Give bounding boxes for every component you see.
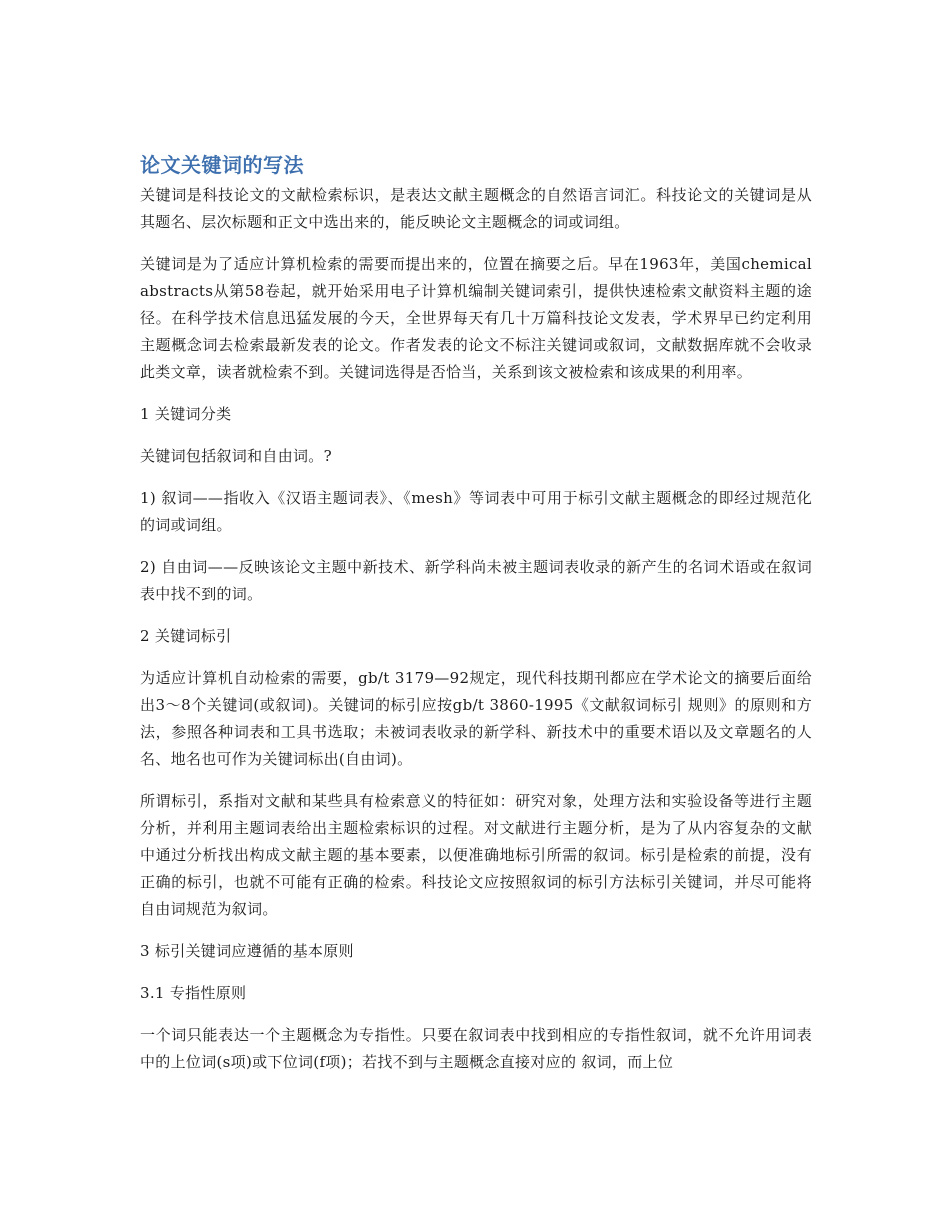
paragraph-free-word: 2) 自由词——反映该论文主题中新技术、新学科尚未被主题词表收录的新产生的名词术语或在叙词表中找不到的词。 [140,558,812,603]
section-heading-classification: 1 关键词分类 [140,405,232,423]
document-page [140,148,812,1091]
paragraph-specificity: 一个词只能表达一个主题概念为专指性。只要在叙词表中找到相应的专指性叙词，就不允许用词表中的上位词(s项)或下位词(f项)；若找不到与主题概念直接对应的 叙词，而上位 [140,1026,812,1071]
subsection-heading-specificity: 3.1 专指性原则 [140,984,247,1002]
paragraph-definition: 关键词是科技论文的文献检索标识，是表达文献主题概念的自然语言词汇。科技论文的关键词是从其题名、层次标题和正文中选出来的，能反映论文主题概念的词或词组。 [140,186,812,231]
section-heading-indexing: 2 关键词标引 [140,627,232,645]
section-heading-principles: 3 标引关键词应遵循的基本原则 [140,942,354,960]
paragraph-descriptor: 1) 叙词——指收入《汉语主题词表》、《mesh》等词表中可用于标引文献主题概念的即经过规范化的词或词组。 [140,489,812,534]
paragraph-indexing-definition: 所谓标引，系指对文献和某些具有检索意义的特征如：研究对象，处理方法和实验设备等进行主题分析，并利用主题词表给出主题检索标识的过程。对文献进行主题分析，是为了从内容复杂的文献中通过分析找出构成文献主题的基本要素，以便准确地标引所需的叙词。标引是检索的前提，没有正确的标引，也就不可能有正确的检索。科技论文应按照叙词的标引方法标引关键词，并尽可能将自由词规范为叙词。 [140,792,812,918]
paragraph-indexing-standard: 为适应计算机自动检索的需要，gb/t 3179—92规定，现代科技期刊都应在学术论文的摘要后面给出3～8个关键词(或叙词)。关键词的标引应按gb/t 3860-1995《文献叙词标引 规则》的原则和方法，参照各种词表和工具书选取；未被词表收录的新学科、新技术中的重要术语以及文章题名的人名、地名也可作为关键词标出(自由词)。 [140,669,812,768]
paragraph-keyword-types: 关键词包括叙词和自由词。? [140,447,332,465]
paragraph-background: 关键词是为了适应计算机检索的需要而提出来的，位置在摘要之后。早在1963年，美国chemical abstracts从第58卷起，就开始采用电子计算机编制关键词索引，提供快速检索文献资料主题的途径。在科学技术信息迅猛发展的今天，全世界每天有几十万篇科技论文发表，学术界早已约定利用主题概念词去检索最新发表的论文。作者发表的论文不标注关键词或叙词，文献数据库就不会收录此类文章，读者就检索不到。关键词选得是否恰当，关系到该文被检索和该成果的利用率。 [140,255,812,381]
document-title: 论文关键词的写法 [140,153,304,177]
